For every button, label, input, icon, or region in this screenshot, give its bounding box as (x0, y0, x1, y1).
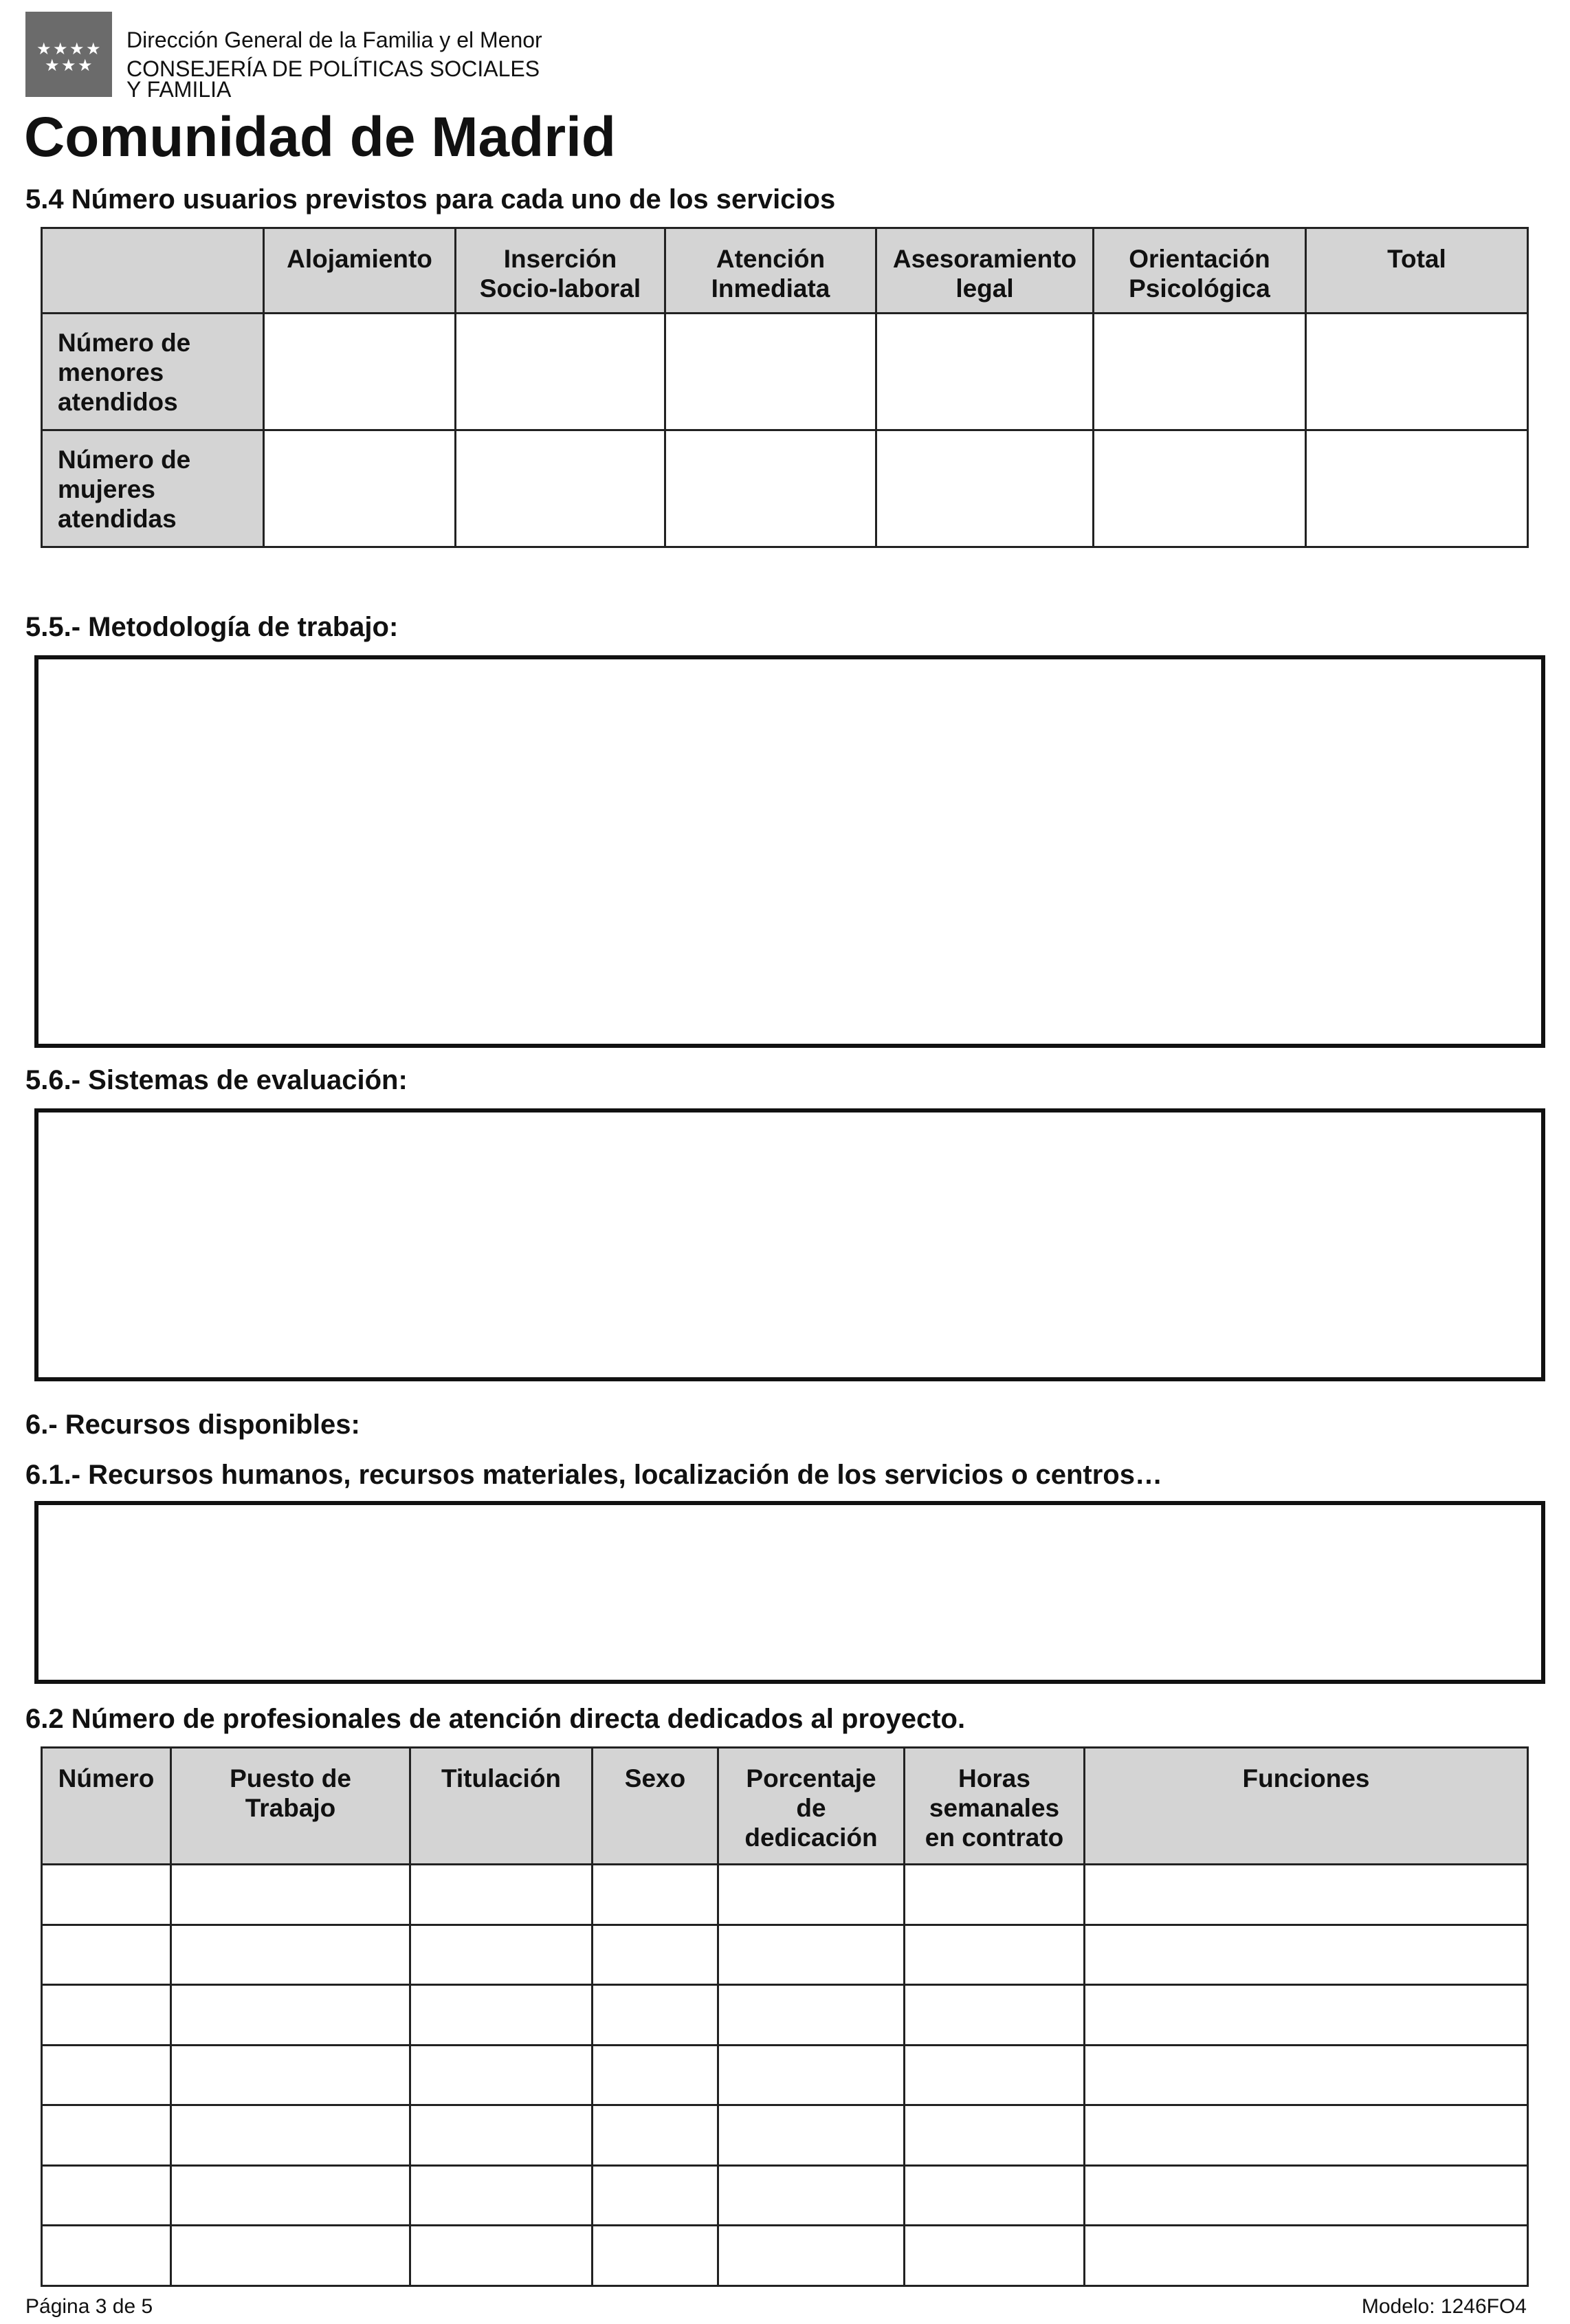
input-cell[interactable] (410, 2105, 593, 2166)
input-cell[interactable] (42, 2105, 171, 2166)
column-header: Porcentaje de dedicación (718, 1748, 905, 1865)
table-row (42, 2165, 1528, 2226)
section-5-5-title: 5.5.- Metodología de trabajo: (25, 612, 399, 642)
input-cell[interactable] (876, 430, 1094, 547)
input-cell[interactable] (718, 2105, 905, 2166)
input-cell[interactable] (718, 2165, 905, 2226)
table-row (42, 1985, 1528, 2046)
input-cell[interactable] (1306, 314, 1528, 430)
input-cell[interactable] (264, 314, 456, 430)
input-cell[interactable] (665, 314, 876, 430)
star-icon: ★ (78, 56, 93, 75)
input-cell[interactable] (593, 2226, 718, 2286)
input-cell[interactable] (593, 2045, 718, 2105)
professionals-header-row (42, 1748, 1528, 1865)
professionals-table (41, 1746, 1529, 2287)
input-cell[interactable] (456, 430, 665, 547)
input-cell[interactable] (593, 2105, 718, 2166)
input-cell[interactable] (171, 1865, 410, 1925)
input-cell[interactable] (718, 1925, 905, 1985)
methodology-textarea[interactable] (34, 655, 1545, 1048)
input-cell[interactable] (593, 1865, 718, 1925)
input-cell[interactable] (410, 1865, 593, 1925)
column-header: Titulación (410, 1748, 593, 1865)
table-row (42, 1865, 1528, 1925)
input-cell[interactable] (1085, 2165, 1528, 2226)
star-icon: ★ (45, 56, 60, 75)
column-header: Horas semanales en contrato (905, 1748, 1085, 1865)
input-cell[interactable] (264, 430, 456, 547)
input-cell[interactable] (905, 2045, 1085, 2105)
input-cell[interactable] (905, 1865, 1085, 1925)
input-cell[interactable] (410, 1925, 593, 1985)
column-header: Orientación Psicológica (1094, 228, 1306, 314)
section-5-4-title: 5.4 Número usuarios previstos para cada uno de los servicios (25, 184, 836, 215)
council-name-line1: CONSEJERÍA DE POLÍTICAS SOCIALES (126, 56, 540, 81)
row-header: Número de mujeres atendidas (42, 430, 264, 547)
input-cell[interactable] (171, 1985, 410, 2046)
input-cell[interactable] (42, 1925, 171, 1985)
column-header: Asesoramiento legal (876, 228, 1094, 314)
input-cell[interactable] (456, 314, 665, 430)
users-table (41, 227, 1529, 548)
council-name-line2: Y FAMILIA (126, 77, 232, 102)
input-cell[interactable] (1085, 1925, 1528, 1985)
column-header: Alojamiento (264, 228, 456, 314)
evaluation-textarea[interactable] (34, 1108, 1545, 1381)
input-cell[interactable] (1094, 314, 1306, 430)
column-header: Número (42, 1748, 171, 1865)
input-cell[interactable] (171, 2105, 410, 2166)
star-icon: ★ (36, 39, 52, 58)
input-cell[interactable] (410, 2045, 593, 2105)
input-cell[interactable] (905, 2105, 1085, 2166)
resources-textarea[interactable] (34, 1501, 1545, 1684)
section-6-1-title: 6.1.- Recursos humanos, recursos materiales, localización de los servicios o centros… (25, 1460, 1162, 1490)
input-cell[interactable] (1306, 430, 1528, 547)
users-table-header-row (42, 228, 1528, 314)
input-cell[interactable] (171, 2226, 410, 2286)
department-name: Dirección General de la Familia y el Menor (126, 28, 542, 52)
logo (25, 12, 112, 97)
input-cell[interactable] (42, 2165, 171, 2226)
section-6-title: 6.- Recursos disponibles: (25, 1410, 360, 1440)
table-row (42, 430, 1528, 547)
star-icon: ★ (61, 56, 76, 75)
section-6-2-title: 6.2 Número de profesionales de atención directa dedicados al proyecto. (25, 1704, 966, 1734)
input-cell[interactable] (1085, 1985, 1528, 2046)
input-cell[interactable] (718, 2226, 905, 2286)
input-cell[interactable] (410, 2226, 593, 2286)
input-cell[interactable] (1085, 1865, 1528, 1925)
input-cell[interactable] (1085, 2105, 1528, 2166)
model-number: Modelo: 1246FO4 (1361, 2295, 1527, 2318)
professionals-body (42, 1865, 1528, 2286)
input-cell[interactable] (905, 2226, 1085, 2286)
input-cell[interactable] (905, 2165, 1085, 2226)
star-icon: ★ (86, 39, 101, 58)
column-header: Puesto de Trabajo (171, 1748, 410, 1865)
input-cell[interactable] (593, 2165, 718, 2226)
column-header: Atención Inmediata (665, 228, 876, 314)
input-cell[interactable] (593, 1985, 718, 2046)
column-header: Funciones (1085, 1748, 1528, 1865)
header-corner-cell (42, 228, 264, 314)
input-cell[interactable] (42, 1985, 171, 2046)
input-cell[interactable] (42, 1865, 171, 1925)
brand-title: Comunidad de Madrid (24, 106, 616, 168)
input-cell[interactable] (171, 2165, 410, 2226)
input-cell[interactable] (905, 1925, 1085, 1985)
input-cell[interactable] (718, 1865, 905, 1925)
input-cell[interactable] (410, 1985, 593, 2046)
table-row (42, 2045, 1528, 2105)
input-cell[interactable] (171, 1925, 410, 1985)
column-header: Total (1306, 228, 1528, 314)
input-cell[interactable] (410, 2165, 593, 2226)
input-cell[interactable] (42, 2045, 171, 2105)
input-cell[interactable] (876, 314, 1094, 430)
input-cell[interactable] (1085, 2226, 1528, 2286)
input-cell[interactable] (593, 1925, 718, 1985)
input-cell[interactable] (1085, 2045, 1528, 2105)
input-cell[interactable] (718, 1985, 905, 2046)
section-5-6-title: 5.6.- Sistemas de evaluación: (25, 1065, 408, 1095)
input-cell[interactable] (171, 2045, 410, 2105)
star-icon: ★ (69, 39, 85, 58)
table-row (42, 2226, 1528, 2286)
input-cell[interactable] (905, 1985, 1085, 2046)
input-cell[interactable] (718, 2045, 905, 2105)
input-cell[interactable] (42, 2226, 171, 2286)
table-row (42, 2105, 1528, 2166)
input-cell[interactable] (665, 430, 876, 547)
page-number: Página 3 de 5 (25, 2295, 153, 2318)
star-icon: ★ (53, 39, 68, 58)
row-header: Número de menores atendidos (42, 314, 264, 430)
column-header: Sexo (593, 1748, 718, 1865)
input-cell[interactable] (1094, 430, 1306, 547)
table-row (42, 314, 1528, 430)
column-header: Inserción Socio-laboral (456, 228, 665, 314)
table-row (42, 1925, 1528, 1985)
